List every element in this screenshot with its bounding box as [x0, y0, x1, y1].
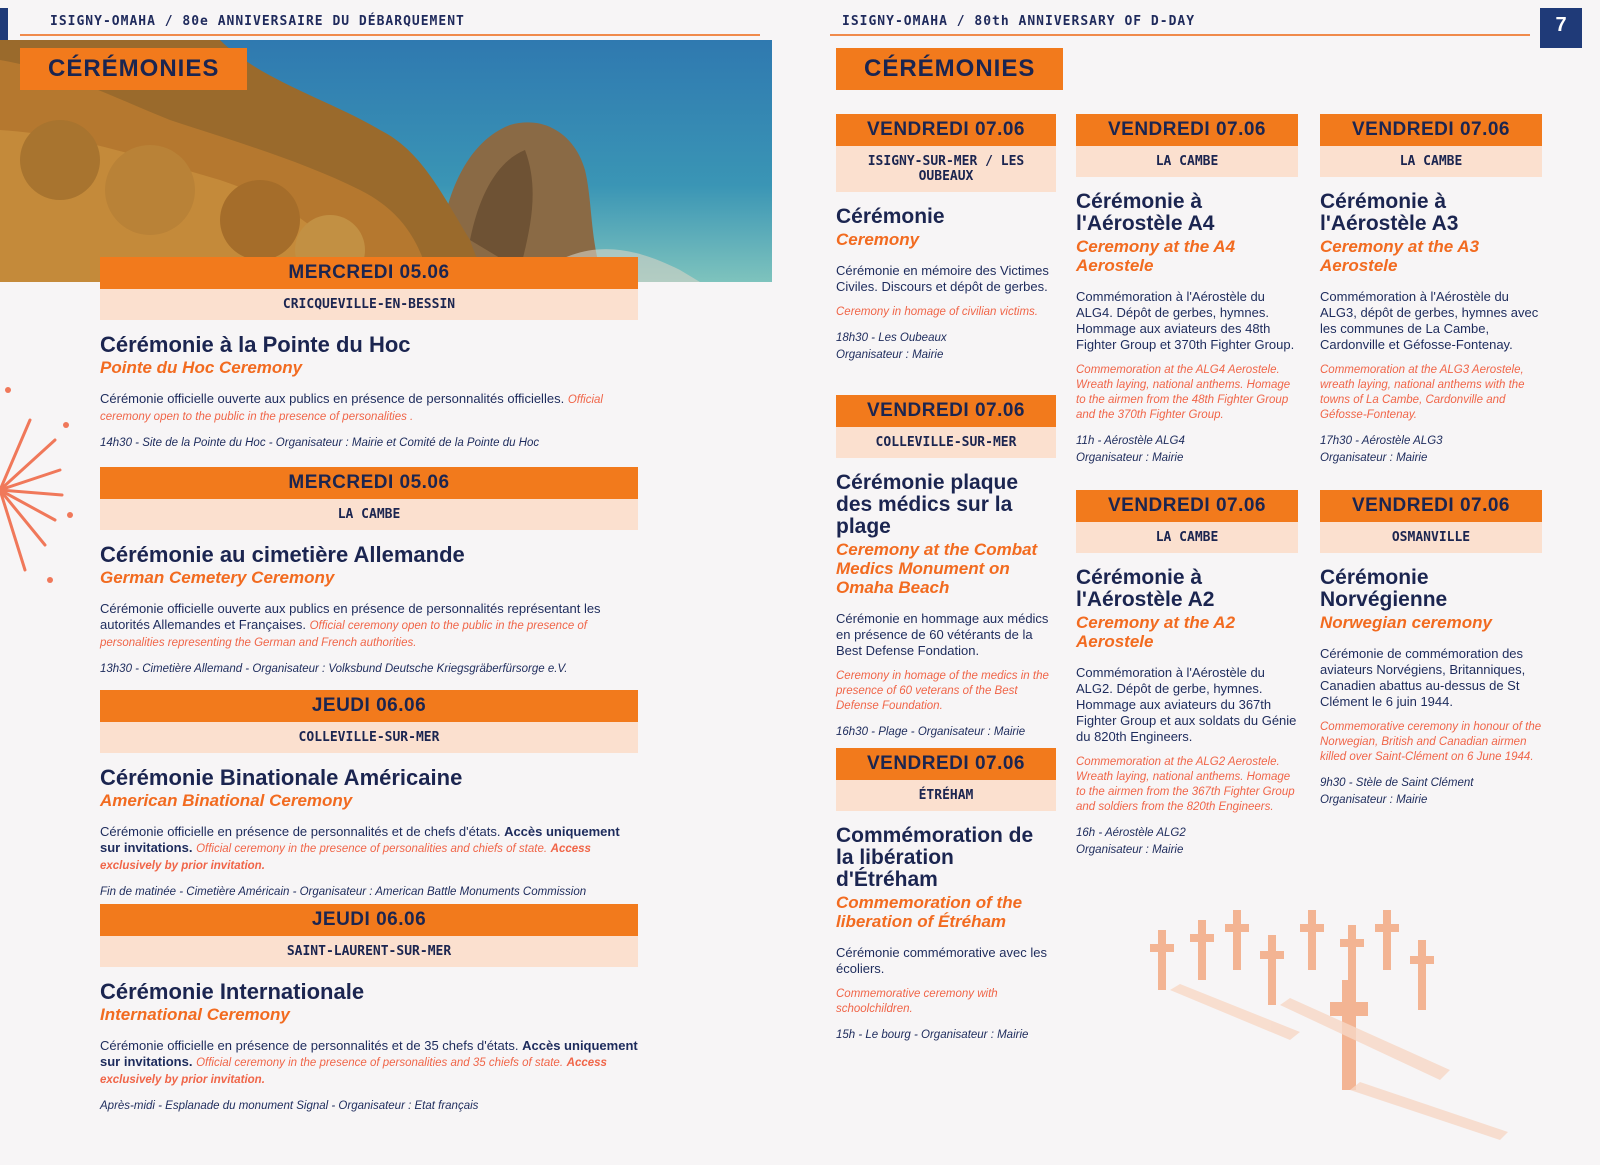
event-title-en: International Ceremony — [100, 1005, 290, 1024]
event-description: Cérémonie officielle ouverte aux publics en présence de personnalités officielles. Official ceremony open to the public in the presence of personalities . — [100, 391, 603, 423]
event-description: Cérémonie officielle en présence de personnalités et de 35 chefs d'états. Accès uniquement sur invitations. Official ceremony in the presence of personalities and 35 chiefs of state. Access exclusively by prior invitation. — [100, 1038, 638, 1086]
event-organizer: Organisateur : Mairie — [1320, 452, 1428, 464]
event-title: Cérémonie plaque des médics sur la plage — [836, 471, 1019, 538]
event-description: Cérémonie en hommage aux médics en présence de 60 vétérants de la Best Defense Fondation. — [836, 611, 1049, 658]
event-title-en: American Binational Ceremony — [100, 791, 353, 810]
event-aerostele-a4 — [1076, 114, 1298, 467]
event-title: Cérémonie à la Pointe du Hoc — [100, 332, 411, 357]
event-day-band: VENDREDI 07.06 — [1076, 114, 1298, 146]
event-description-en: Official ceremony open to the public in the presence of personalities representing the German and French authorities. — [100, 620, 587, 649]
event-meta: Fin de matinée - Cimetière Américain - Organisateur : American Battle Monuments Commission — [100, 886, 587, 898]
event-day-band: VENDREDI 07.06 — [836, 114, 1056, 146]
event-title-en: German Cemetery Ceremony — [100, 568, 335, 587]
event-german-cemetery — [100, 467, 638, 678]
event-description-en: Commemorative ceremony with schoolchildren. — [836, 988, 998, 1015]
event-organizer: Organisateur : Mairie — [1076, 844, 1184, 856]
event-day-band: MERCREDI 05.06 — [100, 467, 638, 499]
event-day-band: VENDREDI 07.06 — [836, 748, 1056, 780]
event-title: Cérémonie à l'Aérostèle A3 — [1320, 190, 1459, 235]
event-title-en: Ceremony at the A3 Aerostele — [1320, 237, 1480, 275]
event-time: 16h - Aérostèle ALG2 — [1076, 827, 1186, 839]
event-description: Commémoration à l'Aérostèle du ALG2. Dépôt de gerbe, hymnes. Hommage aux aviateurs du 367th Fighter Group et aux soldats du Génie du 820th Engineers. — [1076, 665, 1297, 744]
event-aerostele-a2 — [1076, 490, 1298, 859]
event-meta: 14h30 - Site de la Pointe du Hoc - Organisateur : Mairie et Comité de la Pointe du Hoc — [100, 437, 540, 449]
header-rule-right — [830, 34, 1530, 36]
event-time: 17h30 - Aérostèle ALG3 — [1320, 435, 1443, 447]
event-place: COLLEVILLE-SUR-MER — [836, 427, 1056, 458]
event-description-en: Official ceremony open to the public in the presence of personalities . — [100, 394, 603, 423]
event-title: Cérémonie au cimetière Allemande — [100, 542, 465, 567]
event-description: Cérémonie de commémoration des aviateurs Norvégiens, Britanniques, Canadien abattus au-dessus de St Clément le 6 juin 1944. — [1320, 646, 1526, 709]
event-medics-monument — [836, 395, 1056, 741]
event-les-oubeaux — [836, 114, 1056, 364]
event-title-en: Pointe du Hoc Ceremony — [100, 358, 303, 377]
event-description-en: Commemorative ceremony in honour of the Norwegian, British and Canadian airmen killed over Saint-Clément on 6 June 1944. — [1320, 721, 1542, 763]
event-meta: Après-midi - Esplanade du monument Signal - Organisateur : Etat français — [100, 1100, 479, 1112]
event-day-band: VENDREDI 07.06 — [836, 395, 1056, 427]
event-description-en: Ceremony in homage of civilian victims. — [836, 306, 1038, 318]
event-day-band: MERCREDI 05.06 — [100, 257, 638, 289]
event-day-band: JEUDI 06.06 — [100, 690, 638, 722]
event-title-en: Ceremony at the Combat Medics Monument on Omaha Beach — [836, 540, 1038, 597]
event-organizer: Organisateur : Mairie — [1320, 794, 1428, 806]
event-description-en: Official ceremony in the presence of personalities and 35 chiefs of state. — [196, 1057, 564, 1069]
event-description: Commémoration à l'Aérostèle du ALG4. Dépôt de gerbes, hymnes. Hommage aux aviateurs des 48th Fighter Group et 370th Fighter Group. — [1076, 289, 1295, 352]
event-description: Commémoration à l'Aérostèle du ALG3, dépôt de gerbes, hymnes avec les communes de La Cambe, Cardonville et Géfosse-Fontenay. — [1320, 289, 1539, 352]
event-description-en: Commemoration at the ALG3 Aerostele, wreath laying, national anthems with the towns of La Cambe, Cardonville and Géfosse-Fontenay. — [1320, 364, 1525, 421]
event-international — [100, 904, 638, 1115]
event-day-band: VENDREDI 07.06 — [1320, 114, 1542, 146]
section-title-right: CÉRÉMONIES — [836, 48, 1063, 90]
event-description: Cérémonie officielle ouverte aux publics en présence de personnalités représentant les autorités Allemandes et Françaises. Official ceremony open to the public in the presence of personalities representing the German and French authorities. — [100, 601, 601, 649]
event-time: 16h30 - Plage - Organisateur : Mairie — [836, 726, 1026, 738]
event-pointe-du-hoc — [100, 257, 638, 452]
event-time: 18h30 - Les Oubeaux — [836, 332, 947, 344]
event-title: Cérémonie Norvégienne — [1320, 566, 1448, 611]
event-title: Commémoration de la libération d'Étréham — [836, 824, 1034, 891]
event-title: Cérémonie — [836, 205, 945, 228]
event-place: CRICQUEVILLE-EN-BESSIN — [100, 289, 638, 320]
firework-decoration — [0, 380, 80, 600]
section-title-left: CÉRÉMONIES — [20, 48, 247, 90]
event-place: ISIGNY-SUR-MER / LES OUBEAUX — [836, 146, 1056, 192]
crosses-decoration — [1140, 910, 1520, 1150]
event-description-en: Ceremony in homage of the medics in the presence of 60 veterans of the Best Defense Foundation. — [836, 670, 1049, 712]
event-title-en: Ceremony at the A4 Aerostele — [1076, 237, 1236, 275]
event-organizer: Organisateur : Mairie — [1076, 452, 1184, 464]
event-day-band: VENDREDI 07.06 — [1320, 490, 1542, 522]
event-title-en: Ceremony — [836, 230, 920, 249]
event-place: LA CAMBE — [1320, 146, 1542, 177]
event-place: COLLEVILLE-SUR-MER — [100, 722, 638, 753]
event-place: LA CAMBE — [100, 499, 638, 530]
event-place: LA CAMBE — [1076, 522, 1298, 553]
event-title: Cérémonie Internationale — [100, 979, 365, 1004]
event-title-en: Commemoration of the liberation of Étréham — [836, 893, 1023, 931]
event-title: Cérémonie à l'Aérostèle A4 — [1076, 190, 1215, 235]
event-description: Cérémonie en mémoire des Victimes Civiles. Discours et dépôt de gerbes. — [836, 263, 1049, 294]
event-title-en: Ceremony at the A2 Aerostele — [1076, 613, 1236, 651]
header-rule-left — [20, 34, 760, 36]
event-time: 9h30 - Stèle de Saint Clément — [1320, 777, 1474, 789]
event-place: LA CAMBE — [1076, 146, 1298, 177]
event-norwegian — [1320, 490, 1542, 809]
event-time: 15h - Le bourg - Organisateur : Mairie — [836, 1029, 1029, 1041]
running-header-left: ISIGNY-OMAHA / 80e ANNIVERSAIRE DU DÉBARQUEMENT — [50, 14, 465, 29]
event-place: ÉTRÉHAM — [836, 780, 1056, 811]
event-american-binational — [100, 690, 638, 901]
event-day-band: VENDREDI 07.06 — [1076, 490, 1298, 522]
event-day-band: JEUDI 06.06 — [100, 904, 638, 936]
event-description: Cérémonie officielle en présence de personnalités et de chefs d'états. Accès uniquement sur invitations. Official ceremony in the presence of personalities and chiefs of state. Access exclusively by prior invitation. — [100, 824, 620, 872]
event-place: OSMANVILLE — [1320, 522, 1542, 553]
event-title: Cérémonie Binationale Américaine — [100, 765, 463, 790]
running-header-right: ISIGNY-OMAHA / 80th ANNIVERSARY OF D-DAY — [842, 14, 1196, 29]
event-organizer: Organisateur : Mairie — [836, 349, 944, 361]
event-title-en: Norwegian ceremony — [1320, 613, 1492, 632]
event-aerostele-a3 — [1320, 114, 1542, 467]
event-title: Cérémonie à l'Aérostèle A2 — [1076, 566, 1215, 611]
event-place: SAINT-LAURENT-SUR-MER — [100, 936, 638, 967]
event-description-en: Commemoration at the ALG2 Aerostele. Wreath laying, national anthems. Homage to the airmen from the 367th Fighter Group and soldiers from the 820th Engineers. — [1076, 756, 1295, 813]
page-number: 7 — [1540, 8, 1582, 48]
event-description-en: Commemoration at the ALG4 Aerostele. Wreath laying, national anthems. Homage to the airmen from the 48th Fighter Group and the 370th Fighter Group. — [1076, 364, 1291, 421]
event-time: 11h - Aérostèle ALG4 — [1076, 435, 1185, 447]
event-meta: 13h30 - Cimetière Allemand - Organisateur : Volksbund Deutsche Kriegsgräberfürsorge e.V. — [100, 663, 568, 675]
event-description-en: Official ceremony in the presence of personalities and chiefs of state. — [196, 843, 548, 855]
event-etreham — [836, 748, 1056, 1044]
event-description: Cérémonie commémorative avec les écoliers. — [836, 945, 1047, 976]
